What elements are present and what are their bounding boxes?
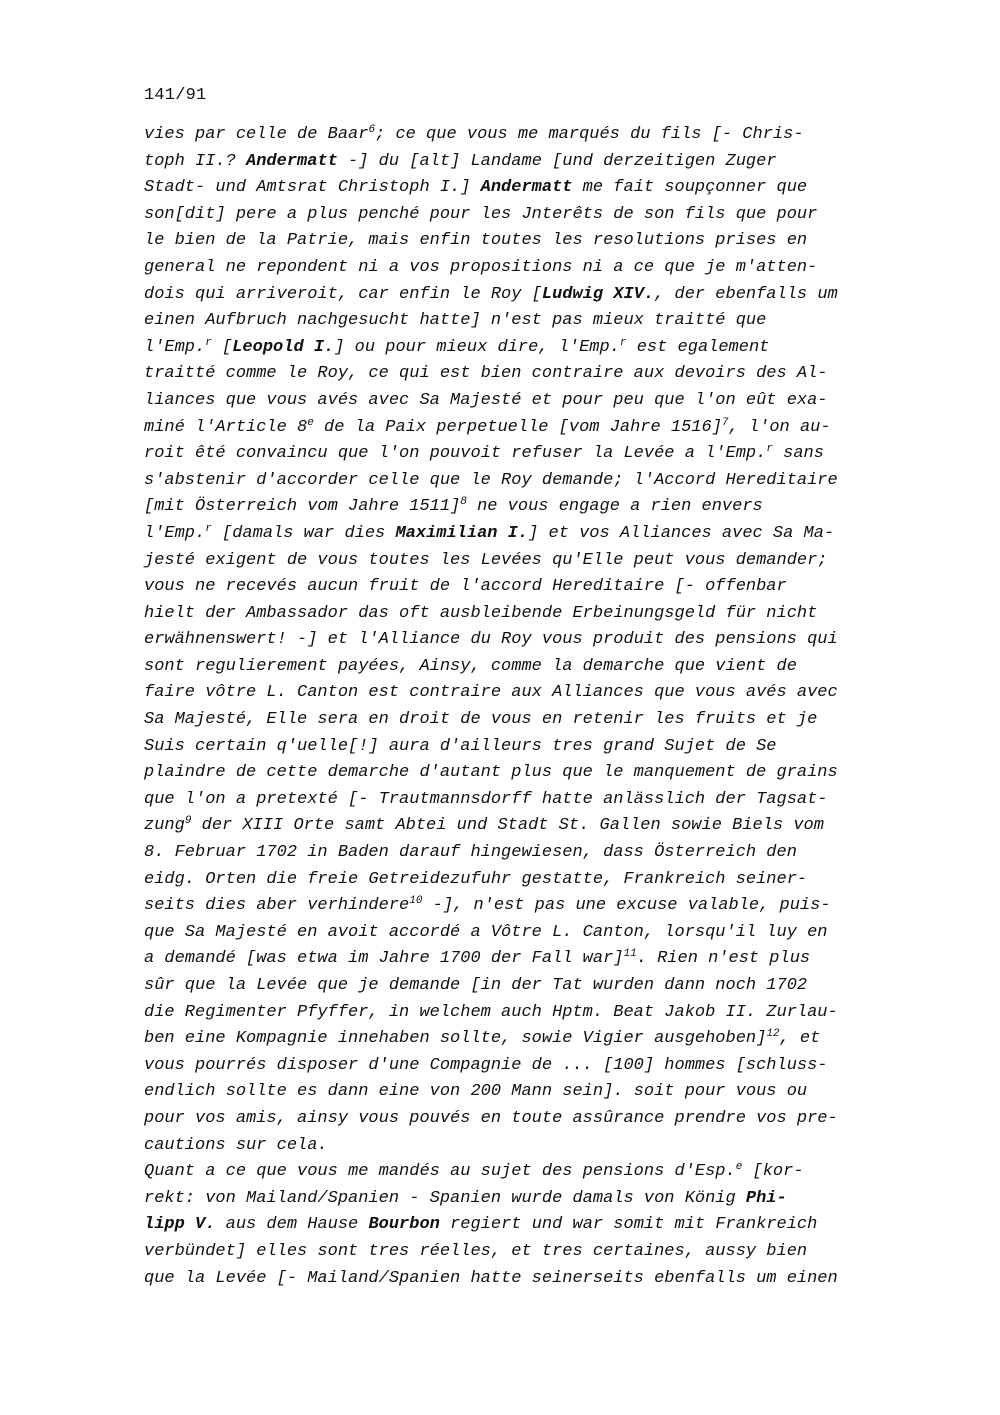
text-line <box>144 1106 914 1133</box>
text-segment: , l'on au- <box>728 417 831 437</box>
text-segment: . Rien n'est plus <box>636 949 811 969</box>
text-segment: ne vous engage a rien envers <box>466 497 763 517</box>
bold-name: Leopold I. <box>232 337 335 357</box>
text-segment: son[dit] pere a plus penché pour les Jnterêts de son fils que pour <box>144 204 818 224</box>
footnote-marker: r <box>205 336 212 349</box>
text-line <box>144 867 914 894</box>
text-segment: verbündet] elles sont tres réelles, et tres certaines, aussy bien <box>144 1241 808 1261</box>
text-line <box>144 760 914 787</box>
footnote-marker: e <box>735 1161 743 1174</box>
text-segment: que Sa Majesté en avoit accordé a Vôtre L. Canton, lorsqu'il luy en <box>144 922 828 942</box>
text-segment: ] et vos Alliances avec Sa Ma- <box>528 523 835 543</box>
text-segment: roit êté convaincu que l'on pouvoit refuser la Levée a l'Emp. <box>144 444 767 464</box>
text-segment: endlich sollte es dann eine von 200 Mann sein]. soit pour vous ou <box>144 1082 808 1102</box>
text-segment: vous pourrés disposer d'une Compagnie de ... [100] hommes [schluss- <box>144 1055 828 1075</box>
text-line <box>144 1212 914 1239</box>
bold-name: Phi- <box>745 1188 787 1208</box>
text-segment: me fait soupçonner que <box>572 178 808 198</box>
footnote-marker: 7 <box>721 416 729 429</box>
text-segment: -], n'est pas une excuse valable, puis- <box>422 896 831 916</box>
text-segment: sont regulierement payées, Ainsy, comme la demarche que vient de <box>144 656 797 676</box>
text-segment: 8. Februar 1702 in Baden darauf hingewiesen, dass Österreich den <box>144 843 797 863</box>
text-line <box>144 973 914 1000</box>
text-segment: sans <box>772 444 824 464</box>
text-line <box>144 361 914 388</box>
text-line <box>144 548 914 575</box>
text-segment: der XIII Orte samt Abtei und Stadt St. Gallen sowie Biels vom <box>191 816 824 836</box>
text-line <box>144 1026 914 1053</box>
text-segment: [mit Österreich vom Jahre 1511] <box>144 497 461 517</box>
text-segment: hielt der Ambassador das oft ausbleibende Erbeinungsgeld für nicht <box>144 603 818 623</box>
footnote-marker: r <box>766 443 773 456</box>
text-line <box>144 388 914 415</box>
footnote-marker: r <box>619 336 627 349</box>
text-segment: [ <box>211 337 233 357</box>
text-segment: ] ou pour mieux dire, l'Emp. <box>334 337 620 357</box>
text-segment: aus dem Hause <box>215 1215 369 1235</box>
text-line <box>144 734 914 761</box>
text-segment: -] du [alt] Landame [und derzeitigen Zuger <box>337 151 777 171</box>
text-line <box>144 335 914 362</box>
text-segment: l'Emp. <box>144 523 206 543</box>
text-segment: regiert und war somit mit Frankreich <box>439 1215 818 1235</box>
text-line <box>144 1159 914 1186</box>
bold-name: Andermatt <box>246 151 338 171</box>
text-segment: Stadt- und Amtsrat Christoph I.] <box>144 178 481 198</box>
text-segment: s'abstenir d'accorder celle que le Roy demande; l'Accord Hereditaire <box>144 470 838 490</box>
text-line <box>144 1079 914 1106</box>
text-line <box>144 149 914 176</box>
text-line <box>144 680 914 707</box>
text-line <box>144 1186 914 1213</box>
text-segment: vous ne recevés aucun fruit de l'accord Hereditaire [- offenbar <box>144 577 787 597</box>
text-segment: est egalement <box>626 337 770 357</box>
text-segment: erwähnenswert! -] et l'Alliance du Roy vous produit des pensions qui <box>144 630 838 650</box>
text-segment: sûr que la Levée que je demande [in der Tat wurden dann noch 1702 <box>144 976 808 995</box>
text-segment: de la Paix perpetuelle [vom Jahre 1516] <box>313 417 722 437</box>
text-line <box>144 415 914 442</box>
text-segment: l'Emp. <box>144 337 206 357</box>
text-segment: pour vos amis, ainsy vous pouvés en toute assûrance prendre vos pre- <box>144 1108 838 1128</box>
bold-name: lipp V. <box>144 1215 216 1235</box>
footnote-marker: 8 <box>460 496 467 509</box>
footnote-marker: e <box>307 416 314 429</box>
text-line <box>144 601 914 628</box>
text-segment: Suis certain q'uelle[!] aura d'ailleurs tres grand Sujet de Se <box>144 736 777 756</box>
bold-name: Maximilian I. <box>395 523 529 543</box>
text-segment: faire vôtre L. Canton est contraire aux Alliances que vous avés avec <box>144 683 838 703</box>
text-segment: ; ce que vous me marqués du fils [- Chris- <box>375 125 804 144</box>
footnote-marker: 12 <box>766 1028 780 1041</box>
text-line <box>144 228 914 255</box>
text-segment: zung <box>144 816 185 836</box>
body-text <box>144 122 914 1292</box>
text-segment: que l'on a pretexté [- Trautmannsdorff hatte anlässlich der Tagsat- <box>144 789 828 809</box>
footnote-marker: r <box>205 522 212 535</box>
text-segment: liances que vous avés avec Sa Majesté et pour peu que l'on eût exa- <box>144 390 828 410</box>
text-segment: eidg. Orten die freie Getreidezufuhr gestatte, Frankreich seiner- <box>144 869 808 889</box>
text-segment: toph II.? <box>144 151 247 171</box>
text-line <box>144 1053 914 1080</box>
text-segment: , der ebenfalls um <box>654 284 838 304</box>
text-segment: seits dies aber verhindere <box>144 896 410 916</box>
text-segment: [damals war dies <box>211 523 396 543</box>
text-line <box>144 1266 914 1293</box>
text-line <box>144 468 914 495</box>
text-segment: dois qui arriveroit, car enfin le Roy [ <box>144 284 542 304</box>
text-line <box>144 441 914 468</box>
text-line <box>144 920 914 947</box>
footnote-marker: 11 <box>623 948 637 961</box>
text-line <box>144 707 914 734</box>
text-line <box>144 1133 914 1160</box>
text-line <box>144 813 914 840</box>
text-segment: cautions sur cela. <box>144 1135 328 1155</box>
text-line <box>144 175 914 202</box>
text-segment: rekt: von Mailand/Spanien - Spanien wurde damals von König <box>144 1188 746 1208</box>
bold-name: Ludwig XIV. <box>541 284 655 304</box>
text-segment: jesté exigent de vous toutes les Levées qu'Elle peut vous demander; <box>144 550 828 570</box>
text-segment: Quant a ce que vous me mandés au sujet des pensions d'Esp. <box>144 1162 736 1182</box>
text-segment: miné l'Article 8 <box>144 417 308 437</box>
text-segment: traitté comme le Roy, ce qui est bien contraire aux devoirs des Al- <box>144 364 828 384</box>
text-segment: le bien de la Patrie, mais enfin toutes les resolutions prises en <box>144 231 808 251</box>
footnote-marker: 10 <box>409 895 423 908</box>
text-line <box>144 787 914 814</box>
text-line <box>144 255 914 282</box>
text-segment: que la Levée [- Mailand/Spanien hatte seinerseits ebenfalls um einen <box>144 1268 838 1288</box>
bold-name: Bourbon <box>368 1215 440 1235</box>
text-line <box>144 494 914 521</box>
text-segment: general ne repondent ni a vos propositions ni a ce que je m'atten- <box>144 257 818 277</box>
text-line <box>144 282 914 309</box>
text-line <box>144 1239 914 1266</box>
text-segment: ben eine Kompagnie innehaben sollte, sowie Vigier ausgehoben] <box>144 1029 767 1049</box>
text-line <box>144 521 914 548</box>
text-line <box>144 840 914 867</box>
text-segment: Sa Majesté, Elle sera en droit de vous en retenir les fruits et je <box>144 710 818 730</box>
text-segment: plaindre de cette demarche d'autant plus que le manquement de grains <box>144 763 838 783</box>
text-line <box>144 574 914 601</box>
footnote-marker: 9 <box>184 815 192 828</box>
footnote-marker: 6 <box>368 124 376 136</box>
text-line <box>144 627 914 654</box>
text-line <box>144 308 914 335</box>
text-line <box>144 654 914 681</box>
text-line <box>144 893 914 920</box>
text-line <box>144 1000 914 1027</box>
text-segment: , et <box>779 1029 821 1049</box>
text-segment: die Regimenter Pfyffer, in welchem auch Hptm. Beat Jakob II. Zurlau- <box>144 1002 838 1022</box>
text-segment: a demandé [was etwa im Jahre 1700 der Fall war] <box>144 949 624 969</box>
text-segment: vies par celle de Baar <box>144 125 369 144</box>
text-line <box>144 122 914 149</box>
text-line <box>144 202 914 229</box>
page-number: 141/91 <box>144 86 207 105</box>
text-line <box>144 946 914 973</box>
text-segment: [kor- <box>742 1162 804 1182</box>
bold-name: Andermatt <box>480 178 573 198</box>
text-segment: einen Aufbruch nachgesucht hatte] n'est pas mieux traitté que <box>144 311 767 331</box>
